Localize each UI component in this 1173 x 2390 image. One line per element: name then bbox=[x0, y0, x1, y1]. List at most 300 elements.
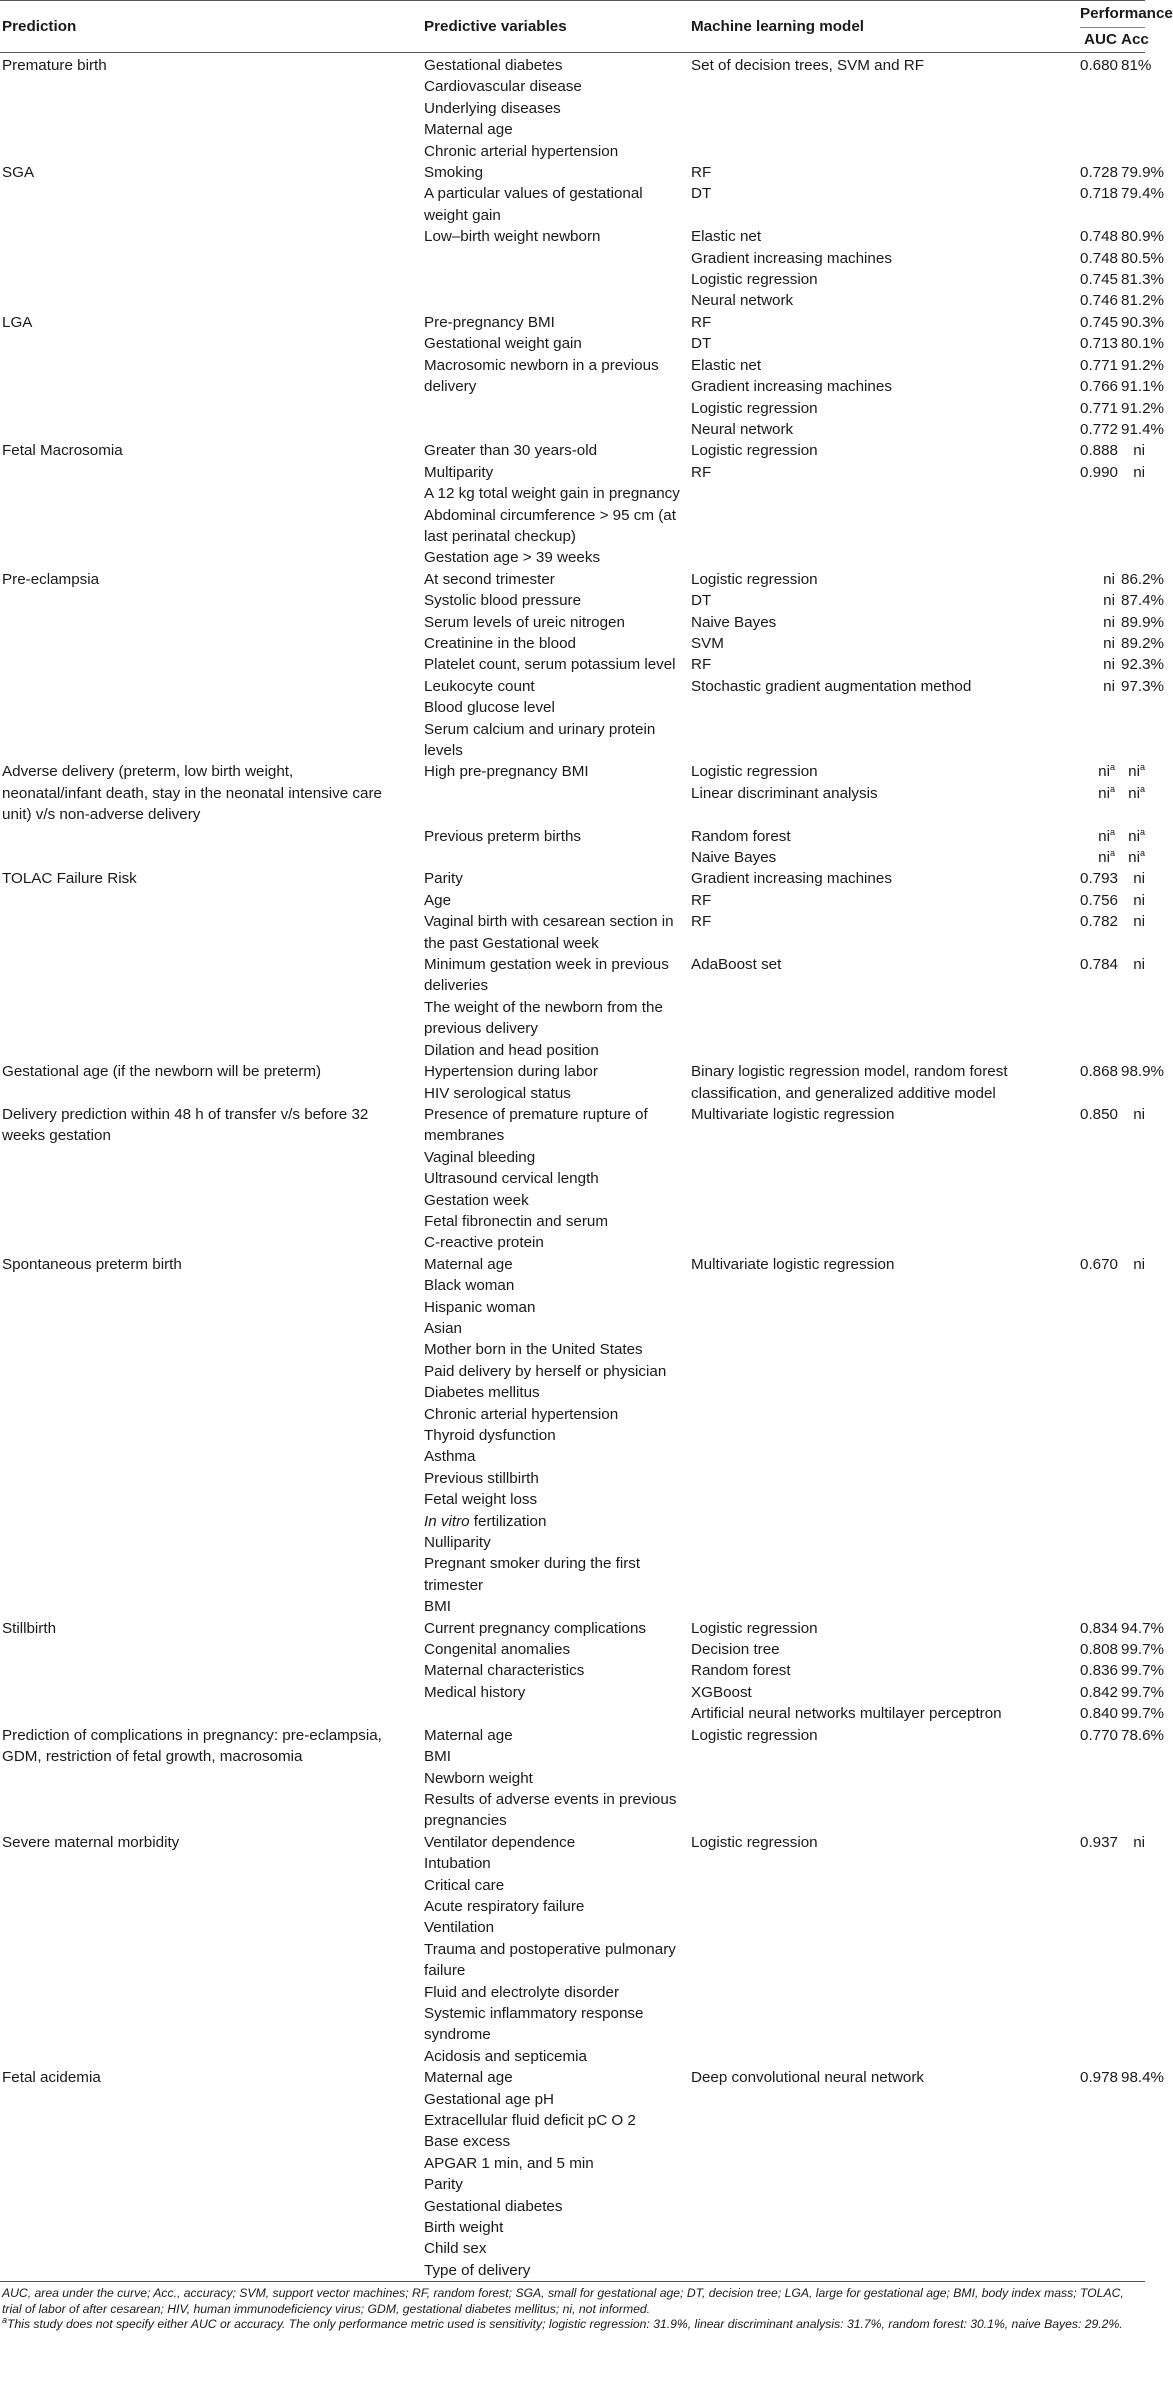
variables-cell bbox=[424, 312, 691, 333]
predictive-variable: Creatinine in the blood bbox=[424, 634, 576, 652]
predictive-variable: Gestational age pH bbox=[424, 2090, 555, 2108]
auc-cell bbox=[1080, 1618, 1121, 1639]
predictive-variable: Smoking bbox=[424, 164, 484, 182]
auc-value bbox=[1080, 1703, 1119, 1724]
table-row bbox=[0, 226, 1145, 312]
acc-cell bbox=[1121, 890, 1145, 911]
prediction-cell: Delivery prediction within 48 h of transfer v/s before 32 weeks gestation bbox=[2, 1105, 369, 1145]
auc-value bbox=[1080, 761, 1115, 782]
predictive-variable: Previous stillbirth bbox=[424, 1469, 539, 1487]
variables-cell bbox=[424, 1660, 691, 1681]
predictive-variable: Extracellular fluid deficit pC O 2 bbox=[424, 2112, 636, 2129]
acc-value bbox=[1121, 1682, 1165, 1703]
table-row bbox=[0, 2067, 1145, 2282]
predictive-variable: In vitro fertilization bbox=[424, 1512, 547, 1530]
prediction-cell bbox=[0, 890, 424, 911]
predictive-variable: Platelet count, serum potassium level bbox=[424, 656, 676, 674]
predictive-variable: The weight of the newborn from the previous delivery bbox=[424, 998, 663, 1038]
predictive-variable: Maternal age bbox=[424, 1726, 513, 1744]
prediction-cell bbox=[0, 954, 424, 1061]
prediction-cell bbox=[0, 1660, 424, 1681]
model-cell bbox=[691, 333, 1080, 354]
acc-text: 80.5% bbox=[1121, 249, 1165, 267]
acc-cell bbox=[1121, 1832, 1145, 2067]
auc-cell bbox=[1080, 355, 1121, 441]
model-name: Elastic net bbox=[691, 228, 762, 246]
acc-text: 99.7% bbox=[1121, 1662, 1165, 1680]
acc-cell bbox=[1121, 226, 1165, 312]
auc-value bbox=[1080, 1725, 1119, 1746]
acc-cell bbox=[1121, 53, 1152, 163]
auc-value bbox=[1080, 226, 1119, 247]
model-cell bbox=[691, 911, 1080, 954]
auc-value bbox=[1080, 890, 1119, 911]
acc-cell bbox=[1121, 569, 1165, 762]
predictive-variable: Greater than 30 years-old bbox=[424, 442, 598, 460]
predictive-variable: Paid delivery by herself or physician bbox=[424, 1362, 667, 1380]
acc-text: ni bbox=[1133, 913, 1146, 931]
auc-value bbox=[1080, 633, 1115, 654]
acc-value bbox=[1121, 398, 1165, 419]
predictive-variable: Maternal characteristics bbox=[424, 1662, 585, 1680]
acc-text: 78.6% bbox=[1121, 1726, 1165, 1744]
auc-text: 0.670 bbox=[1080, 1255, 1119, 1273]
acc-cell bbox=[1121, 1682, 1165, 1725]
acc-value bbox=[1121, 654, 1165, 675]
predictive-variable: Pregnant smoker during the first trimester bbox=[424, 1555, 641, 1594]
predictive-variable: Vaginal birth with cesarean section in the past Gestational week bbox=[424, 913, 674, 952]
table-row bbox=[0, 1254, 1145, 1618]
acc-text: 91.4% bbox=[1121, 420, 1165, 438]
predictive-variable: Fetal fibronectin and serum bbox=[424, 1212, 609, 1230]
predictive-variable: Thyroid dysfunction bbox=[424, 1427, 556, 1444]
auc-value bbox=[1080, 1682, 1119, 1703]
auc-text: 0.771 bbox=[1080, 356, 1119, 374]
auc-text: 0.840 bbox=[1080, 1705, 1119, 1723]
acc-value bbox=[1121, 569, 1165, 590]
predictive-variable: Acute respiratory failure bbox=[424, 1897, 585, 1915]
predictive-variable: Macrosomic newborn in a previous delivery bbox=[424, 356, 659, 396]
predictive-variable: HIV serological status bbox=[424, 1084, 571, 1102]
footnote-marker: a bbox=[1140, 826, 1146, 837]
predictive-variable: Abdominal circumference > 95 cm (at last perinatal checkup) bbox=[424, 506, 676, 545]
auc-cell bbox=[1080, 53, 1121, 163]
table-row bbox=[0, 1660, 1145, 1681]
acc-text: 80.9% bbox=[1121, 228, 1165, 246]
prediction-cell bbox=[0, 226, 424, 312]
predictive-variable: Systolic blood pressure bbox=[424, 592, 582, 610]
predictive-variable: Gestation week bbox=[424, 1191, 529, 1209]
acc-text: 98.9% bbox=[1121, 1063, 1165, 1081]
acc-value bbox=[1121, 868, 1145, 889]
table-row bbox=[0, 333, 1145, 354]
auc-value bbox=[1080, 419, 1119, 440]
auc-value bbox=[1080, 312, 1119, 333]
model-cell bbox=[691, 1682, 1080, 1725]
predictive-variable: High pre-pregnancy BMI bbox=[424, 763, 589, 781]
acc-text: 92.3% bbox=[1121, 656, 1165, 674]
variables-cell bbox=[424, 1061, 691, 1104]
predictive-variable: Type of delivery bbox=[424, 2261, 531, 2279]
model-name: Linear discriminant analysis bbox=[691, 784, 878, 802]
model-name: RF bbox=[691, 913, 712, 931]
predictive-variable: Intubation bbox=[424, 1855, 491, 1873]
predictive-variable: C-reactive protein bbox=[424, 1234, 544, 1252]
table-row bbox=[0, 440, 1145, 568]
auc-value bbox=[1080, 612, 1115, 633]
prediction-cell: Fetal Macrosomia bbox=[2, 442, 123, 460]
acc-text: ni bbox=[1133, 442, 1146, 460]
table-row bbox=[0, 826, 1145, 869]
variables-cell bbox=[424, 954, 691, 1061]
model-cell bbox=[691, 226, 1080, 312]
predictive-variable: Presence of premature rupture of membranes bbox=[424, 1105, 648, 1145]
acc-text: 98.4% bbox=[1121, 2069, 1165, 2087]
predictive-variable: Nulliparity bbox=[424, 1534, 491, 1552]
acc-text: ni bbox=[1133, 1105, 1146, 1123]
acc-value bbox=[1121, 1618, 1165, 1639]
prediction-cell: Pre-eclampsia bbox=[2, 570, 100, 588]
auc-cell bbox=[1080, 569, 1121, 762]
acc-cell bbox=[1121, 868, 1145, 889]
acc-value bbox=[1121, 1725, 1165, 1746]
table-row bbox=[0, 1618, 1145, 1639]
table-row bbox=[0, 1639, 1145, 1660]
acc-value bbox=[1121, 890, 1145, 911]
model-name: RF bbox=[691, 313, 712, 331]
variables-cell bbox=[424, 355, 691, 441]
auc-cell bbox=[1080, 333, 1121, 354]
acc-text: 86.2% bbox=[1121, 570, 1165, 588]
predictive-variable: BMI bbox=[424, 1748, 452, 1766]
prediction-cell bbox=[0, 911, 424, 954]
predictive-variable: Asthma bbox=[424, 1448, 476, 1466]
acc-text: 99.7% bbox=[1121, 1705, 1165, 1723]
auc-text: 0.771 bbox=[1080, 399, 1119, 417]
predictive-variable: Serum calcium and urinary protein levels bbox=[424, 720, 656, 759]
variables-cell bbox=[424, 890, 691, 911]
acc-text: ni bbox=[1133, 870, 1146, 888]
auc-value bbox=[1080, 569, 1115, 590]
auc-value bbox=[1080, 826, 1115, 847]
acc-text: 90.3% bbox=[1121, 313, 1165, 331]
footnote-marker: a bbox=[1140, 847, 1146, 858]
model-name: AdaBoost set bbox=[691, 956, 782, 974]
table-row bbox=[0, 1832, 1145, 2067]
predictive-variable: Current pregnancy complications bbox=[424, 1619, 647, 1637]
model-name: Naive Bayes bbox=[691, 849, 777, 867]
acc-text: 94.7% bbox=[1121, 1619, 1165, 1637]
auc-value bbox=[1080, 1639, 1119, 1660]
acc-value bbox=[1121, 269, 1165, 290]
acc-text: ni bbox=[1133, 1833, 1146, 1851]
model-cell bbox=[691, 954, 1080, 1061]
acc-text: 99.7% bbox=[1121, 1641, 1165, 1659]
acc-cell bbox=[1121, 2067, 1165, 2282]
acc-value bbox=[1121, 847, 1145, 868]
acc-value bbox=[1121, 590, 1165, 611]
auc-value bbox=[1080, 183, 1119, 204]
model-cell bbox=[691, 1061, 1080, 1104]
prediction-cell: TOLAC Failure Risk bbox=[2, 870, 137, 888]
model-name: Logistic regression bbox=[691, 1833, 818, 1851]
auc-cell bbox=[1080, 1639, 1121, 1660]
predictive-variable: Mother born in the United States bbox=[424, 1341, 643, 1359]
acc-value bbox=[1121, 954, 1145, 975]
auc-value bbox=[1080, 290, 1119, 311]
auc-value bbox=[1080, 462, 1119, 483]
variables-cell bbox=[424, 1725, 691, 1832]
table-body bbox=[0, 53, 1165, 2282]
model-name: Neural network bbox=[691, 292, 794, 310]
predictive-variable: Age bbox=[424, 891, 452, 909]
auc-cell bbox=[1080, 954, 1121, 1061]
table-row bbox=[0, 162, 1145, 226]
model-name: Deep convolutional neural network bbox=[691, 2069, 925, 2087]
model-name: Logistic regression bbox=[691, 271, 818, 289]
auc-cell bbox=[1080, 312, 1121, 333]
model-name: Naive Bayes bbox=[691, 613, 777, 631]
predictive-variable: Birth weight bbox=[424, 2219, 504, 2237]
model-name: Neural network bbox=[691, 420, 794, 438]
predictive-variable: Chronic arterial hypertension bbox=[424, 142, 619, 160]
auc-cell bbox=[1080, 440, 1121, 568]
auc-value bbox=[1080, 1618, 1119, 1639]
acc-cell bbox=[1121, 1104, 1145, 1254]
model-cell bbox=[691, 1725, 1080, 1832]
acc-value bbox=[1121, 612, 1165, 633]
auc-value bbox=[1080, 269, 1119, 290]
acc-text: ni bbox=[1128, 763, 1140, 781]
predictive-variable: Hypertension during labor bbox=[424, 1063, 598, 1081]
header-prediction: Prediction bbox=[2, 17, 77, 35]
auc-text: 0.850 bbox=[1080, 1105, 1119, 1123]
model-name: Gradient increasing machines bbox=[691, 249, 892, 267]
auc-text: 0.834 bbox=[1080, 1619, 1119, 1637]
variables-cell bbox=[424, 226, 691, 312]
model-name: Logistic regression bbox=[691, 442, 818, 460]
prediction-cell: Premature birth bbox=[2, 57, 107, 74]
predictive-variable: Previous preterm births bbox=[424, 827, 581, 845]
predictive-variable: Low–birth weight newborn bbox=[424, 228, 601, 246]
variables-cell bbox=[424, 911, 691, 954]
acc-value bbox=[1121, 312, 1165, 333]
auc-text: 0.990 bbox=[1080, 463, 1119, 481]
auc-text: 0.782 bbox=[1080, 913, 1119, 931]
variables-cell bbox=[424, 2067, 691, 2282]
footnote-marker: a bbox=[2, 2315, 8, 2326]
model-name: Gradient increasing machines bbox=[691, 870, 892, 888]
footnote-marker: a bbox=[1109, 847, 1115, 858]
acc-text: 79.4% bbox=[1121, 185, 1165, 203]
variables-cell bbox=[424, 53, 691, 163]
table-row bbox=[0, 761, 1145, 825]
acc-text: 80.1% bbox=[1121, 335, 1165, 353]
predictive-variable: APGAR 1 min, and 5 min bbox=[424, 2154, 594, 2172]
model-name: Multivariate logistic regression bbox=[691, 1105, 895, 1123]
model-cell bbox=[691, 1660, 1080, 1681]
model-name: Set of decision trees, SVM and RF bbox=[691, 57, 924, 74]
auc-value bbox=[1080, 783, 1115, 804]
table-row bbox=[0, 1682, 1145, 1725]
table-footnotes bbox=[0, 2282, 1145, 2333]
model-name: Random forest bbox=[691, 1662, 791, 1680]
auc-value bbox=[1080, 2067, 1119, 2088]
predictive-variable: At second trimester bbox=[424, 570, 555, 588]
table-row bbox=[0, 1061, 1145, 1104]
predictive-variable: Systemic inflammatory response syndrome bbox=[424, 2004, 644, 2044]
model-cell bbox=[691, 826, 1080, 869]
acc-text: ni bbox=[1133, 956, 1146, 974]
model-name: SVM bbox=[691, 634, 724, 652]
predictive-variable: Parity bbox=[424, 870, 463, 888]
acc-text: 91.2% bbox=[1121, 356, 1165, 374]
model-name: RF bbox=[691, 164, 712, 182]
predictive-variable: Pre-pregnancy BMI bbox=[424, 313, 555, 331]
acc-value bbox=[1121, 676, 1165, 697]
prediction-cell bbox=[0, 1682, 424, 1725]
footnote-marker: a bbox=[1109, 762, 1115, 773]
variables-cell bbox=[424, 569, 691, 762]
acc-text: 79.9% bbox=[1121, 164, 1165, 182]
predictive-variable: Parity bbox=[424, 2176, 463, 2194]
acc-value bbox=[1121, 1832, 1145, 1853]
table-header bbox=[0, 1, 1173, 53]
table-row bbox=[0, 312, 1145, 333]
model-name: RF bbox=[691, 656, 712, 674]
auc-text: 0.728 bbox=[1080, 164, 1119, 182]
predictive-variable: Medical history bbox=[424, 1683, 526, 1701]
predictive-variable: Gestational diabetes bbox=[424, 2197, 563, 2215]
acc-value bbox=[1121, 2067, 1165, 2088]
acc-cell bbox=[1121, 911, 1145, 954]
footnote-marker: a bbox=[1140, 783, 1146, 794]
prediction-cell: Fetal acidemia bbox=[2, 2069, 101, 2087]
predictive-variable: Trauma and postoperative pulmonary failure bbox=[424, 1940, 676, 1980]
variables-cell bbox=[424, 761, 691, 825]
predictive-variable: Minimum gestation week in previous deliveries bbox=[424, 956, 669, 995]
prediction-cell: Adverse delivery (preterm, low birth weight, neonatal/infant death, stay in the neonatal intensive care unit) v/s non-adverse delivery bbox=[2, 763, 382, 824]
predictive-variable: A 12 kg total weight gain in pregnancy bbox=[424, 485, 680, 503]
acc-text: ni bbox=[1128, 827, 1140, 845]
acc-value bbox=[1121, 1639, 1165, 1660]
variables-cell bbox=[424, 1832, 691, 2067]
acc-text: 91.2% bbox=[1121, 399, 1165, 417]
acc-value bbox=[1121, 1104, 1145, 1125]
model-name: Multivariate logistic regression bbox=[691, 1255, 895, 1273]
acc-cell bbox=[1121, 1639, 1165, 1660]
table-row bbox=[0, 890, 1145, 911]
acc-value bbox=[1121, 376, 1165, 397]
auc-text: 0.808 bbox=[1080, 1641, 1119, 1659]
acc-text: 81.3% bbox=[1121, 271, 1165, 289]
acc-value bbox=[1121, 1254, 1145, 1275]
model-name: Decision tree bbox=[691, 1641, 780, 1659]
model-name: Random forest bbox=[691, 827, 791, 845]
predictive-variable: Hispanic woman bbox=[424, 1298, 536, 1316]
model-name: Binary logistic regression model, random forest classification, and generalized additive model bbox=[691, 1063, 1008, 1102]
predictive-variable: Underlying diseases bbox=[424, 99, 561, 117]
table-row bbox=[0, 53, 1145, 163]
auc-text: ni bbox=[1098, 784, 1110, 802]
acc-cell bbox=[1121, 1618, 1165, 1639]
table-row bbox=[0, 868, 1145, 889]
auc-text: 0.680 bbox=[1080, 57, 1119, 74]
acc-cell bbox=[1121, 312, 1165, 333]
predictive-variable: Results of adverse events in previous pregnancies bbox=[424, 1790, 677, 1830]
predictive-variable: Chronic arterial hypertension bbox=[424, 1405, 619, 1423]
prediction-cell: Gestational age (if the newborn will be preterm) bbox=[2, 1063, 322, 1081]
prediction-cell: Severe maternal morbidity bbox=[2, 1833, 180, 1851]
auc-cell bbox=[1080, 1832, 1121, 2067]
predictive-variable: Vaginal bleeding bbox=[424, 1148, 536, 1166]
auc-text: 0.770 bbox=[1080, 1726, 1119, 1744]
acc-text: 81.2% bbox=[1121, 292, 1165, 310]
predictive-variable: Base excess bbox=[424, 2133, 511, 2151]
predictive-variable: Gestational weight gain bbox=[424, 335, 582, 353]
auc-cell bbox=[1080, 868, 1121, 889]
predictive-variable: Cardiovascular disease bbox=[424, 78, 582, 96]
prediction-cell bbox=[0, 333, 424, 354]
prediction-cell bbox=[0, 826, 424, 869]
acc-value bbox=[1121, 290, 1165, 311]
acc-text: 99.7% bbox=[1121, 1683, 1165, 1701]
auc-value bbox=[1080, 333, 1119, 354]
auc-text: 0.868 bbox=[1080, 1063, 1119, 1081]
auc-value bbox=[1080, 355, 1119, 376]
model-name: Artificial neural networks multilayer perceptron bbox=[691, 1705, 1002, 1723]
acc-value bbox=[1121, 911, 1145, 932]
auc-value bbox=[1080, 162, 1119, 183]
auc-value bbox=[1080, 590, 1115, 611]
model-name: Logistic regression bbox=[691, 763, 818, 781]
predictive-variable: Acidosis and septicemia bbox=[424, 2047, 587, 2065]
model-cell bbox=[691, 162, 1080, 226]
footnote-a bbox=[2, 2317, 1143, 2333]
auc-text: 0.745 bbox=[1080, 271, 1119, 289]
table-row bbox=[0, 1725, 1145, 1832]
predictive-variable: Maternal age bbox=[424, 2069, 513, 2087]
auc-text: 0.772 bbox=[1080, 420, 1119, 438]
model-name: Logistic regression bbox=[691, 570, 818, 588]
auc-cell bbox=[1080, 890, 1121, 911]
auc-text: ni bbox=[1103, 613, 1115, 631]
auc-value bbox=[1080, 1104, 1119, 1125]
auc-text: ni bbox=[1098, 849, 1110, 867]
auc-text: 0.718 bbox=[1080, 185, 1119, 203]
variables-cell bbox=[424, 333, 691, 354]
predictive-variable: Multiparity bbox=[424, 463, 494, 481]
model-name: Gradient increasing machines bbox=[691, 378, 892, 396]
auc-cell bbox=[1080, 1061, 1121, 1104]
acc-value bbox=[1121, 226, 1165, 247]
header-performance: Performance bbox=[1080, 1, 1145, 28]
auc-cell bbox=[1080, 826, 1121, 869]
model-cell bbox=[691, 1639, 1080, 1660]
acc-value bbox=[1121, 826, 1145, 847]
predictive-variable: Gestation age > 39 weeks bbox=[424, 549, 601, 567]
auc-text: 0.888 bbox=[1080, 442, 1119, 460]
footnote-abbreviations: AUC, area under the curve; Acc., accuracy; SVM, support vector machines; RF, random forest; SGA, small for gestational age; DT, decision tree; LGA, large for gestational age; BMI, body index mass; TOLAC, trial of labor of after cesarean; HIV, human immunodeficiency virus; GDM, gestational diabetes mellitus; ni, not informed. bbox=[2, 2286, 1124, 2316]
model-name: Elastic net bbox=[691, 356, 762, 374]
model-cell bbox=[691, 1832, 1080, 2067]
acc-value bbox=[1121, 440, 1145, 461]
table-row bbox=[0, 355, 1145, 441]
header-model: Machine learning model bbox=[691, 17, 865, 35]
auc-value bbox=[1080, 954, 1119, 975]
prediction-cell bbox=[0, 355, 424, 441]
auc-value bbox=[1080, 398, 1119, 419]
